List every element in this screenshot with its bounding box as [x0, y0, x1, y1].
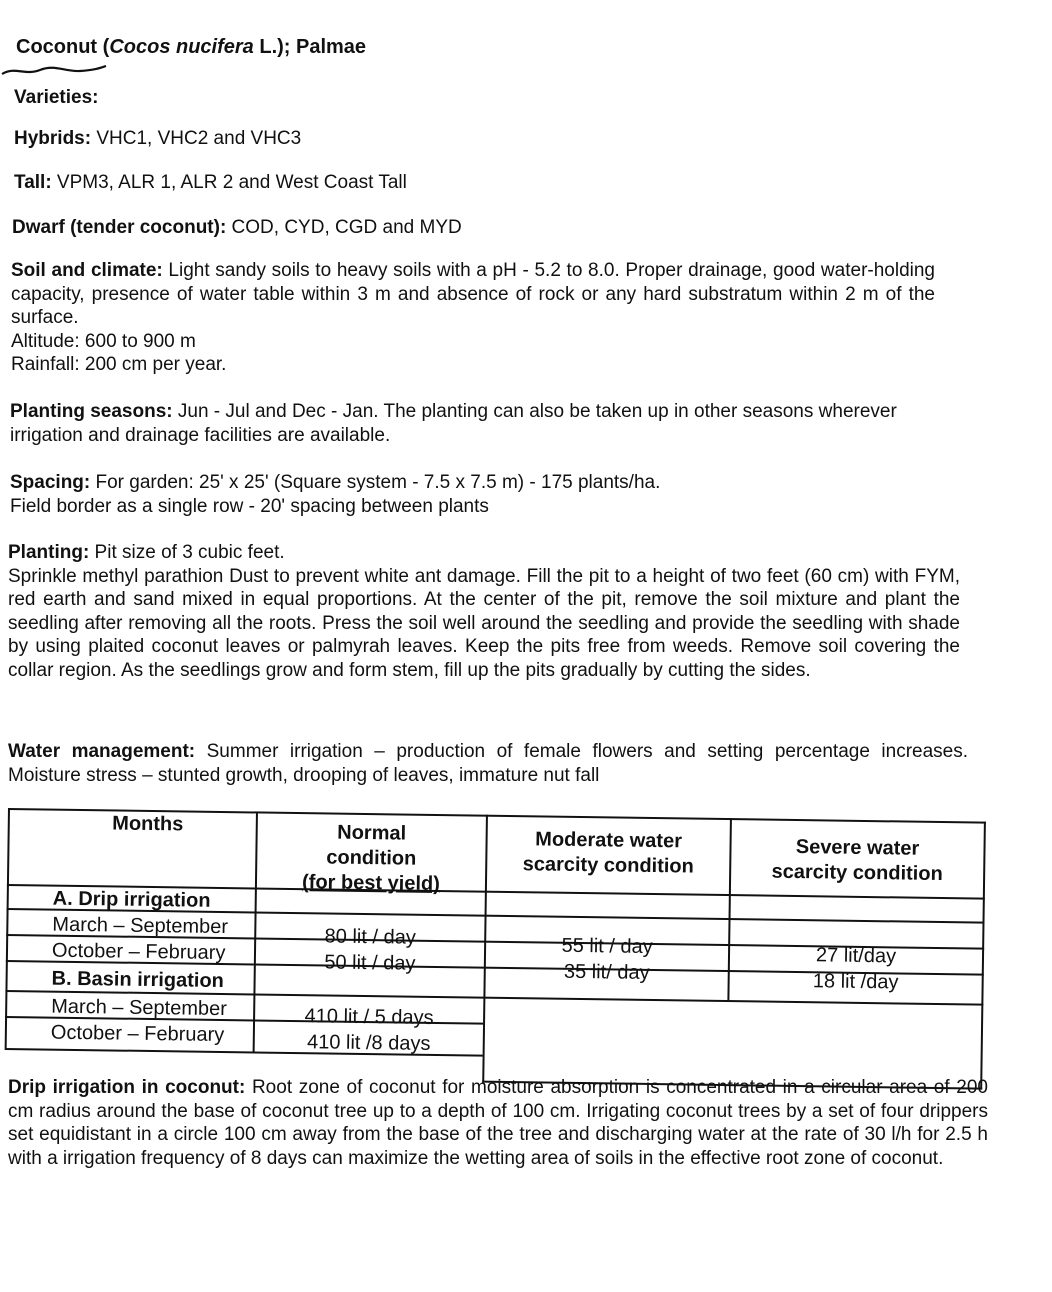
tall-line: [14, 171, 407, 194]
header-severe-line2: scarcity condition: [771, 860, 943, 886]
dwarf-label: Dwarf (tender coconut):: [12, 217, 227, 238]
table-cell-normal: 50 lit / day: [324, 951, 416, 975]
table-cell-moderate: 35 lit/ day: [563, 960, 650, 984]
planting-seasons-text: Jun - Jul and Dec - Jan. The planting can also be taken up in other seasons wherever irrigation and drainage facilities are available.: [10, 401, 897, 446]
section-title-drip: A. Drip irrigation: [52, 887, 211, 912]
table-cell-normal: 80 lit / day: [324, 925, 416, 949]
table-row-months: March – September: [51, 995, 228, 1021]
dwarf-line: [12, 216, 462, 239]
spacing-line2: Field border as a single row - 20' spacing between plants: [10, 495, 489, 517]
header-moderate-line1: Moderate water: [535, 828, 683, 853]
spacing-text: For garden: 25' x 25' (Square system - 7.5 x 7.5 m) - 175 plants/ha.: [90, 472, 661, 493]
table-row-months: March – September: [52, 913, 229, 939]
section-title-basin: B. Basin irrigation: [51, 967, 225, 993]
soil-climate-text: Light sandy soils to heavy soils with a pH - 5.2 to 8.0. Proper drainage, good water-holding capacity, presence of water table within 3 m and absence of rock or any hard substratum within 2 m of the surface.: [11, 260, 935, 328]
hybrids-value: VHC1, VHC2 and VHC3: [91, 128, 302, 149]
table-cell-severe: 27 lit/day: [815, 944, 897, 968]
water-management-section: [8, 740, 968, 787]
tall-label: Tall:: [14, 172, 52, 193]
title-common-name: Coconut (: [16, 36, 110, 58]
planting-seasons-section: [10, 400, 946, 447]
planting-seasons-label: Planting seasons:: [10, 401, 173, 422]
page-title: [16, 36, 366, 59]
rainfall-text: Rainfall: 200 cm per year.: [11, 354, 227, 375]
soil-climate-section: [11, 259, 935, 377]
planting-body: Sprinkle methyl parathion Dust to prevent white ant damage. Fill the pit to a height of two feet (60 cm) with FYM, red earth and sand mixed in equal proportions. At the center of the pit, remove the soil mixture and plant the seedling after removing all the roots. Press the soil well around the seedling and provide the seedling with shade by using plaited coconut leaves or palmyrah leaves. Keep the pits free from weeds. Remove soil covering the collar region. As the seedlings grow and form stem, fill up the pits gradually by cutting the sides.: [8, 565, 960, 681]
drip-irrigation-text: Root zone of coconut for moisture absorption is concentrated in a circular area of 200 cm radius around the base of coconut tree up to a depth of 100 cm. Irrigating coconut trees by a set of four drippers set equidistant in a circle 100 cm away from the base of the tree and discharging water at the rate of 30 l/h for 2.5 h with a irrigation frequency of 8 days can maximize the wetting area of soils in the effective root zone of coconut.: [8, 1077, 988, 1169]
table-cell-moderate: 55 lit / day: [561, 934, 653, 959]
header-moderate-line2: scarcity condition: [522, 853, 694, 878]
header-months: Months: [112, 812, 184, 836]
table-border-left: [5, 808, 10, 1048]
drip-irrigation-label: Drip irrigation in coconut:: [8, 1077, 246, 1098]
hybrids-label: Hybrids:: [14, 128, 92, 149]
header-normal-line2: condition: [326, 846, 417, 870]
dwarf-value: COD, CYD, CGD and MYD: [226, 217, 462, 238]
water-management-text: Summer irrigation – production of female flowers and setting percentage increases. Moisture stress – stunted growth, drooping of leaves, immature nut fall: [8, 741, 969, 786]
header-severe-line1: Severe water: [795, 836, 920, 860]
planting-label: Planting:: [8, 542, 90, 563]
altitude-text: Altitude: 600 to 900 m: [11, 330, 196, 352]
handwritten-underline-mark: [0, 62, 110, 78]
table-row-months: October – February: [50, 1021, 225, 1047]
tall-value: VPM3, ALR 1, ALR 2 and West Coast Tall: [51, 172, 407, 193]
spacing-label: Spacing:: [10, 472, 91, 493]
drip-irrigation-section: [8, 1076, 988, 1170]
soil-climate-label: Soil and climate:: [11, 260, 163, 281]
spacing-section: [10, 471, 950, 518]
planting-section: [8, 541, 960, 682]
irrigation-table: [4, 808, 986, 1090]
water-management-label: Water management:: [8, 741, 196, 762]
header-moderate: [487, 827, 730, 880]
title-family: L.); Palmae: [253, 36, 367, 58]
header-normal-line1: Normal: [337, 821, 407, 845]
header-severe: [731, 834, 984, 888]
table-cell-normal: 410 lit /8 days: [306, 1031, 431, 1055]
table-cell-severe: 18 lit /day: [812, 970, 899, 994]
table-row-months: October – February: [51, 939, 226, 965]
header-normal: [257, 819, 486, 897]
hybrids-line: [14, 127, 301, 150]
table-cell-normal: 410 lit / 5 days: [304, 1005, 434, 1029]
header-normal-line3: (for best yield): [301, 871, 441, 896]
varieties-heading: Varieties:: [14, 87, 99, 108]
title-scientific-name: Cocos nucifera: [109, 36, 254, 58]
planting-text: Pit size of 3 cubic feet.: [89, 542, 285, 563]
